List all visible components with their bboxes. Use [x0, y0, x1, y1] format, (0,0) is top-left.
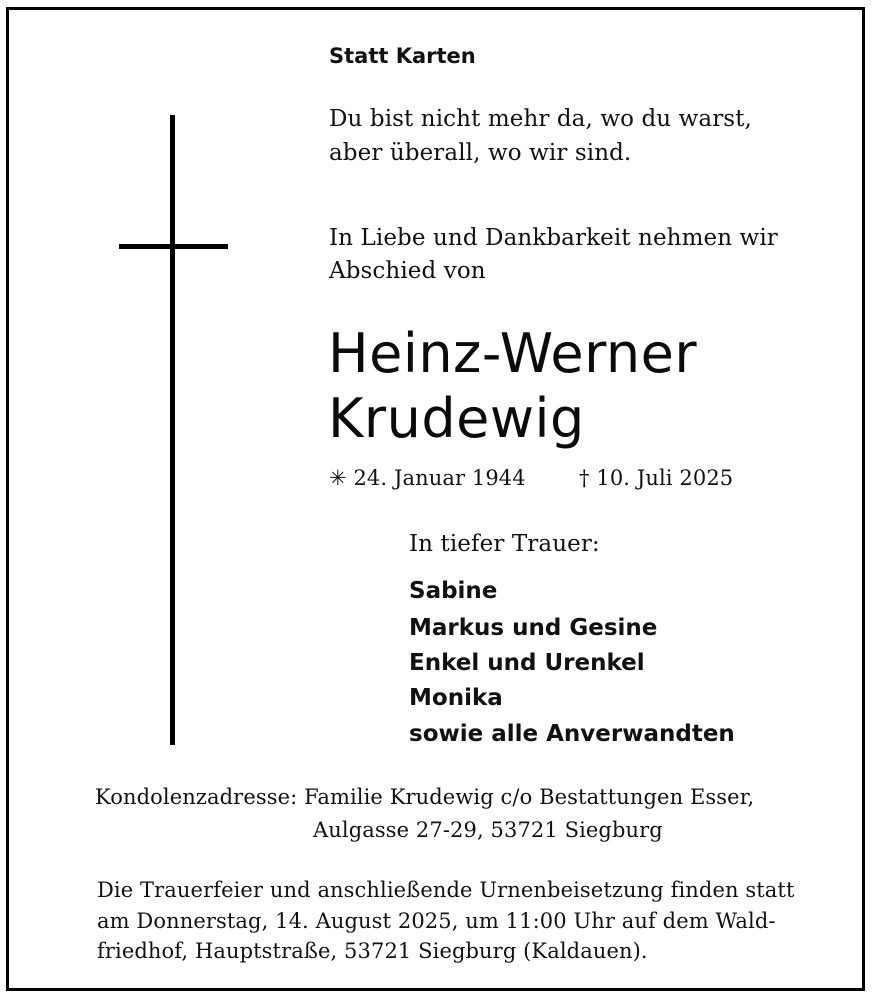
mourner-name-2: Markus und Gesine — [409, 615, 658, 641]
service-info-line-3: friedhof, Hauptstraße, 53721 Siegburg (Kaldauen). — [97, 939, 648, 963]
intro-line-2: Abschied von — [329, 258, 486, 284]
quote-line-2: aber überall, wo wir sind. — [329, 140, 632, 166]
deceased-first-name: Heinz-Werner — [328, 322, 698, 385]
mourner-name-1: Sabine — [409, 578, 498, 604]
death-date: † 10. Juli 2025 — [579, 466, 734, 490]
birth-date: ✳ 24. Januar 1944 — [329, 466, 526, 490]
quote-line-1: Du bist nicht mehr da, wo du warst, — [329, 106, 752, 132]
intro-line-1: In Liebe und Dankbarkeit nehmen wir — [329, 225, 778, 251]
mourner-name-4: Monika — [409, 685, 503, 711]
mourners-heading: In tiefer Trauer: — [409, 531, 600, 557]
deceased-last-name: Krudewig — [328, 387, 585, 450]
cross-icon-horizontal — [119, 244, 228, 249]
cross-icon-vertical — [170, 115, 175, 745]
service-info-line-1: Die Trauerfeier und anschließende Urnenbeisetzung finden statt — [97, 878, 795, 902]
statt-karten-label: Statt Karten — [329, 44, 476, 68]
mourner-name-3: Enkel und Urenkel — [409, 650, 645, 676]
mourner-name-5: sowie alle Anverwandten — [409, 721, 735, 747]
service-info-line-2: am Donnerstag, 14. August 2025, um 11:00 Uhr auf dem Wald- — [97, 909, 776, 933]
condolence-address-line-1: Kondolenzadresse: Familie Krudewig c/o Bestattungen Esser, — [95, 785, 755, 809]
condolence-address-line-2: Aulgasse 27-29, 53721 Siegburg — [313, 818, 663, 842]
